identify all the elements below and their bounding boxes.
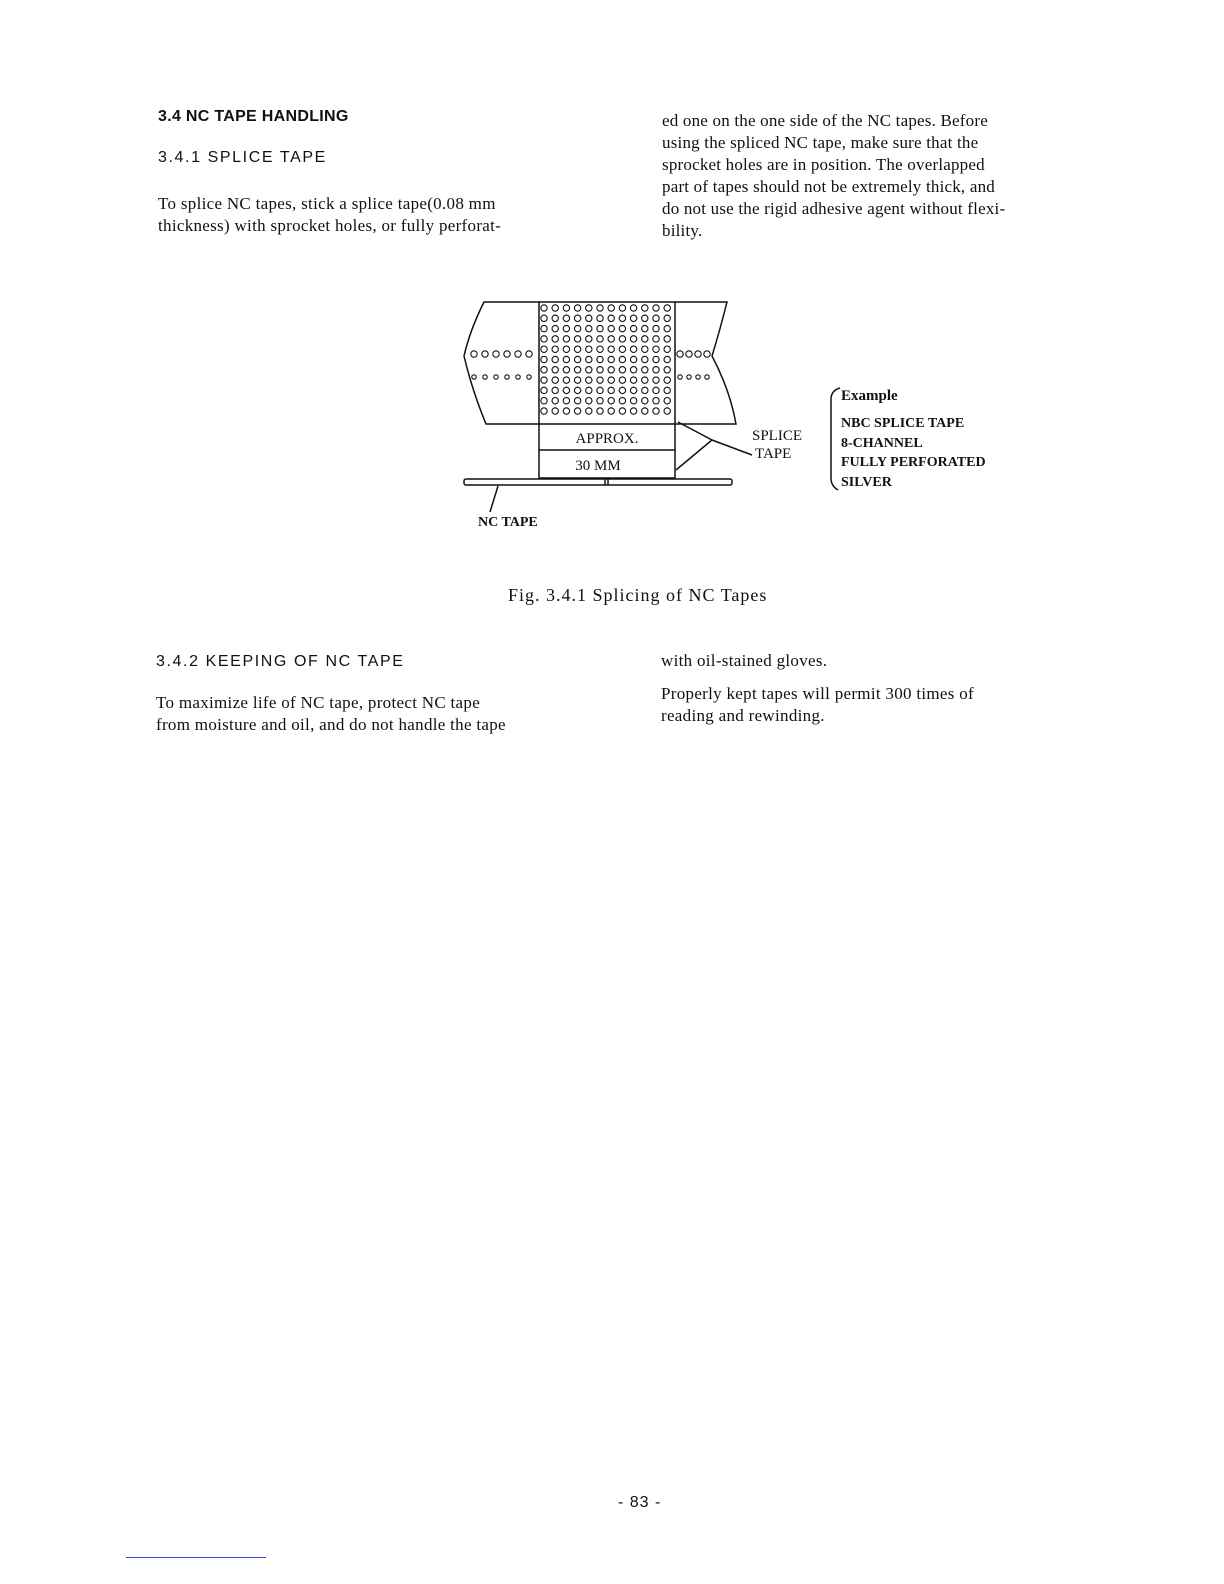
- text-line: part of tapes should not be extremely thick, and: [662, 177, 995, 196]
- sprocket-hole: [653, 305, 659, 311]
- sprocket-hole: [686, 351, 692, 357]
- splice-diagram: [450, 290, 1030, 540]
- sprocket-hole: [471, 351, 477, 357]
- sprocket-hole: [608, 398, 614, 404]
- sprocket-hole: [597, 346, 603, 352]
- sprocket-hole: [586, 325, 592, 331]
- sprocket-hole: [619, 346, 625, 352]
- sprocket-hole: [586, 377, 592, 383]
- keeping-paragraph-right: [661, 683, 1131, 727]
- sprocket-hole: [574, 325, 580, 331]
- sprocket-hole: [515, 351, 521, 357]
- sprocket-hole: [642, 325, 648, 331]
- sprocket-hole: [608, 377, 614, 383]
- left-tape-outline: [464, 302, 540, 424]
- text-line: do not use the rigid adhesive agent without flexi-: [662, 199, 1006, 218]
- sprocket-hole: [552, 305, 558, 311]
- example-brace: [831, 388, 840, 490]
- sprocket-hole: [586, 336, 592, 342]
- sprocket-hole: [642, 346, 648, 352]
- subsection-title-splice: 3.4.1 SPLICE TAPE: [158, 149, 327, 166]
- sprocket-hole: [642, 336, 648, 342]
- right-tape-outline: [675, 302, 736, 424]
- sprocket-hole: [541, 377, 547, 383]
- sprocket-hole: [653, 315, 659, 321]
- sprocket-hole: [608, 305, 614, 311]
- sprocket-hole: [630, 336, 636, 342]
- sprocket-hole: [541, 387, 547, 393]
- sprocket-hole: [677, 351, 683, 357]
- sprocket-hole: [653, 336, 659, 342]
- splice-tape-box: [539, 302, 675, 478]
- sprocket-hole: [705, 375, 709, 379]
- sprocket-hole: [653, 325, 659, 331]
- text-line: To splice NC tapes, stick a splice tape(0.08 mm: [158, 194, 496, 213]
- sprocket-hole: [597, 408, 603, 414]
- sprocket-hole: [664, 367, 670, 373]
- sprocket-hole: [541, 325, 547, 331]
- sprocket-hole: [619, 315, 625, 321]
- sprocket-hole: [541, 398, 547, 404]
- sprocket-hole: [563, 325, 569, 331]
- splice-pointer: [676, 422, 712, 470]
- sprocket-hole: [653, 367, 659, 373]
- example-line: NBC SPLICE TAPE: [841, 416, 965, 431]
- sprocket-hole: [552, 346, 558, 352]
- sprocket-hole: [642, 398, 648, 404]
- sprocket-hole: [563, 398, 569, 404]
- sprocket-hole: [630, 346, 636, 352]
- sprocket-hole: [563, 356, 569, 362]
- sprocket-hole: [563, 377, 569, 383]
- sprocket-hole: [597, 325, 603, 331]
- text-line: sprocket holes are in position. The overlapped: [662, 155, 985, 174]
- sprocket-hole: [563, 408, 569, 414]
- sprocket-hole: [552, 387, 558, 393]
- keeping-paragraph-left: [156, 692, 646, 736]
- sprocket-hole: [563, 346, 569, 352]
- section-heading: 3.4 NC TAPE HANDLING: [158, 108, 349, 125]
- sprocket-hole: [696, 375, 700, 379]
- sprocket-hole: [664, 305, 670, 311]
- sprocket-hole: [619, 336, 625, 342]
- sprocket-hole: [630, 377, 636, 383]
- subsection-title-keeping: 3.4.2 KEEPING OF NC TAPE: [156, 653, 405, 670]
- sprocket-hole: [630, 305, 636, 311]
- page-number: - 83 -: [618, 1494, 662, 1511]
- sprocket-hole: [574, 336, 580, 342]
- sprocket-hole: [597, 367, 603, 373]
- sprocket-hole: [619, 398, 625, 404]
- sprocket-hole: [574, 305, 580, 311]
- sprocket-hole: [526, 351, 532, 357]
- sprocket-hole: [630, 367, 636, 373]
- sprocket-hole: [642, 377, 648, 383]
- sprocket-hole: [630, 387, 636, 393]
- sprocket-hole: [664, 408, 670, 414]
- sprocket-hole: [574, 408, 580, 414]
- sprocket-hole: [630, 398, 636, 404]
- sprocket-hole: [704, 351, 710, 357]
- text-line: bility.: [662, 221, 703, 240]
- sprocket-hole: [574, 346, 580, 352]
- sprocket-hole: [505, 375, 509, 379]
- sprocket-hole: [608, 367, 614, 373]
- sprocket-hole: [504, 351, 510, 357]
- sprocket-hole: [494, 375, 498, 379]
- footer-rule: [126, 1557, 266, 1558]
- splice-paragraph-right: [662, 110, 1132, 242]
- sprocket-hole: [619, 367, 625, 373]
- sprocket-hole: [619, 377, 625, 383]
- sprocket-hole: [563, 315, 569, 321]
- sprocket-hole: [472, 375, 476, 379]
- sprocket-hole: [541, 356, 547, 362]
- sprocket-hole: [586, 356, 592, 362]
- sprocket-hole: [653, 356, 659, 362]
- text-line: using the spliced NC tape, make sure that the: [662, 133, 979, 152]
- sprocket-hole: [552, 336, 558, 342]
- sprocket-hole: [597, 398, 603, 404]
- sprocket-hole: [574, 387, 580, 393]
- sprocket-hole: [563, 305, 569, 311]
- sprocket-hole: [527, 375, 531, 379]
- splice-paragraph-left: [158, 193, 648, 237]
- sprocket-hole: [574, 377, 580, 383]
- sprocket-hole: [664, 398, 670, 404]
- sprocket-hole: [563, 336, 569, 342]
- sprocket-hole: [687, 375, 691, 379]
- sprocket-hole: [552, 356, 558, 362]
- sprocket-hole: [619, 408, 625, 414]
- sprocket-hole: [642, 367, 648, 373]
- sprocket-hole: [608, 346, 614, 352]
- figure-caption: Fig. 3.4.1 Splicing of NC Tapes: [508, 585, 768, 605]
- text-line: ed one on the one side of the NC tapes. Before: [662, 111, 988, 130]
- text-line: Properly kept tapes will permit 300 times of: [661, 684, 975, 703]
- sprocket-hole: [586, 346, 592, 352]
- sprocket-hole: [642, 305, 648, 311]
- keeping-line-right: with oil-stained gloves.: [661, 651, 828, 670]
- example-line: SILVER: [841, 475, 892, 490]
- text-line: To maximize life of NC tape, protect NC tape: [156, 693, 481, 712]
- sprocket-hole: [619, 387, 625, 393]
- sprocket-hole: [541, 305, 547, 311]
- sprocket-hole: [597, 377, 603, 383]
- sprocket-hole: [664, 346, 670, 352]
- sprocket-hole: [619, 325, 625, 331]
- sprocket-hole: [630, 325, 636, 331]
- splice-label-2: TAPE: [755, 446, 792, 462]
- sprocket-hole: [642, 387, 648, 393]
- sprocket-hole: [608, 356, 614, 362]
- sprocket-hole: [541, 367, 547, 373]
- splice-label-1: SPLICE: [752, 428, 803, 444]
- sprocket-hole: [483, 375, 487, 379]
- sprocket-hole: [597, 305, 603, 311]
- sprocket-hole: [619, 356, 625, 362]
- text-line: from moisture and oil, and do not handle the tape: [156, 715, 506, 734]
- sprocket-hole: [597, 356, 603, 362]
- sprocket-hole: [664, 377, 670, 383]
- sprocket-hole: [586, 387, 592, 393]
- sprocket-hole: [541, 315, 547, 321]
- sprocket-hole: [541, 408, 547, 414]
- approx-label: APPROX.: [575, 431, 639, 447]
- sprocket-hole: [516, 375, 520, 379]
- sprocket-hole: [574, 367, 580, 373]
- sprocket-hole: [642, 315, 648, 321]
- sprocket-hole: [642, 408, 648, 414]
- sprocket-hole: [482, 351, 488, 357]
- sprocket-hole: [664, 356, 670, 362]
- length-label: 30 MM: [575, 458, 621, 474]
- sprocket-hole: [574, 356, 580, 362]
- sprocket-hole: [586, 408, 592, 414]
- sprocket-hole: [695, 351, 701, 357]
- sprocket-hole: [653, 387, 659, 393]
- sprocket-hole: [563, 387, 569, 393]
- sprocket-hole: [586, 305, 592, 311]
- sprocket-hole: [619, 305, 625, 311]
- sprocket-hole: [574, 398, 580, 404]
- sprocket-hole: [664, 325, 670, 331]
- sprocket-hole: [653, 377, 659, 383]
- sprocket-hole: [608, 315, 614, 321]
- sprocket-hole: [597, 315, 603, 321]
- sprocket-hole: [653, 408, 659, 414]
- bottom-tape-section: [464, 479, 732, 485]
- sprocket-hole: [608, 387, 614, 393]
- sprocket-hole: [586, 398, 592, 404]
- example-title: Example: [841, 388, 898, 404]
- example-line: FULLY PERFORATED: [841, 455, 986, 470]
- sprocket-hole: [574, 315, 580, 321]
- sprocket-hole: [653, 398, 659, 404]
- sprocket-hole: [541, 336, 547, 342]
- sprocket-hole: [552, 377, 558, 383]
- sprocket-hole: [642, 356, 648, 362]
- sprocket-hole: [541, 346, 547, 352]
- sprocket-hole: [493, 351, 499, 357]
- text-line: reading and rewinding.: [661, 706, 825, 725]
- sprocket-hole: [552, 325, 558, 331]
- nc-tape-label: NC TAPE: [478, 515, 538, 530]
- sprocket-hole: [678, 375, 682, 379]
- text-line: thickness) with sprocket holes, or fully perforat-: [158, 216, 502, 235]
- sprocket-hole: [552, 367, 558, 373]
- sprocket-hole: [608, 325, 614, 331]
- sprocket-hole: [608, 408, 614, 414]
- sprocket-hole: [664, 315, 670, 321]
- sprocket-hole: [552, 315, 558, 321]
- sprocket-hole: [608, 336, 614, 342]
- sprocket-hole: [597, 387, 603, 393]
- sprocket-hole: [586, 367, 592, 373]
- sprocket-hole: [630, 408, 636, 414]
- sprocket-hole: [597, 336, 603, 342]
- sprocket-hole: [552, 398, 558, 404]
- sprocket-hole: [664, 336, 670, 342]
- example-line: 8-CHANNEL: [841, 436, 923, 451]
- sprocket-hole: [664, 387, 670, 393]
- sprocket-hole: [563, 367, 569, 373]
- sprocket-hole: [586, 315, 592, 321]
- sprocket-hole: [552, 408, 558, 414]
- sprocket-hole: [653, 346, 659, 352]
- sprocket-hole: [630, 356, 636, 362]
- sprocket-hole: [630, 315, 636, 321]
